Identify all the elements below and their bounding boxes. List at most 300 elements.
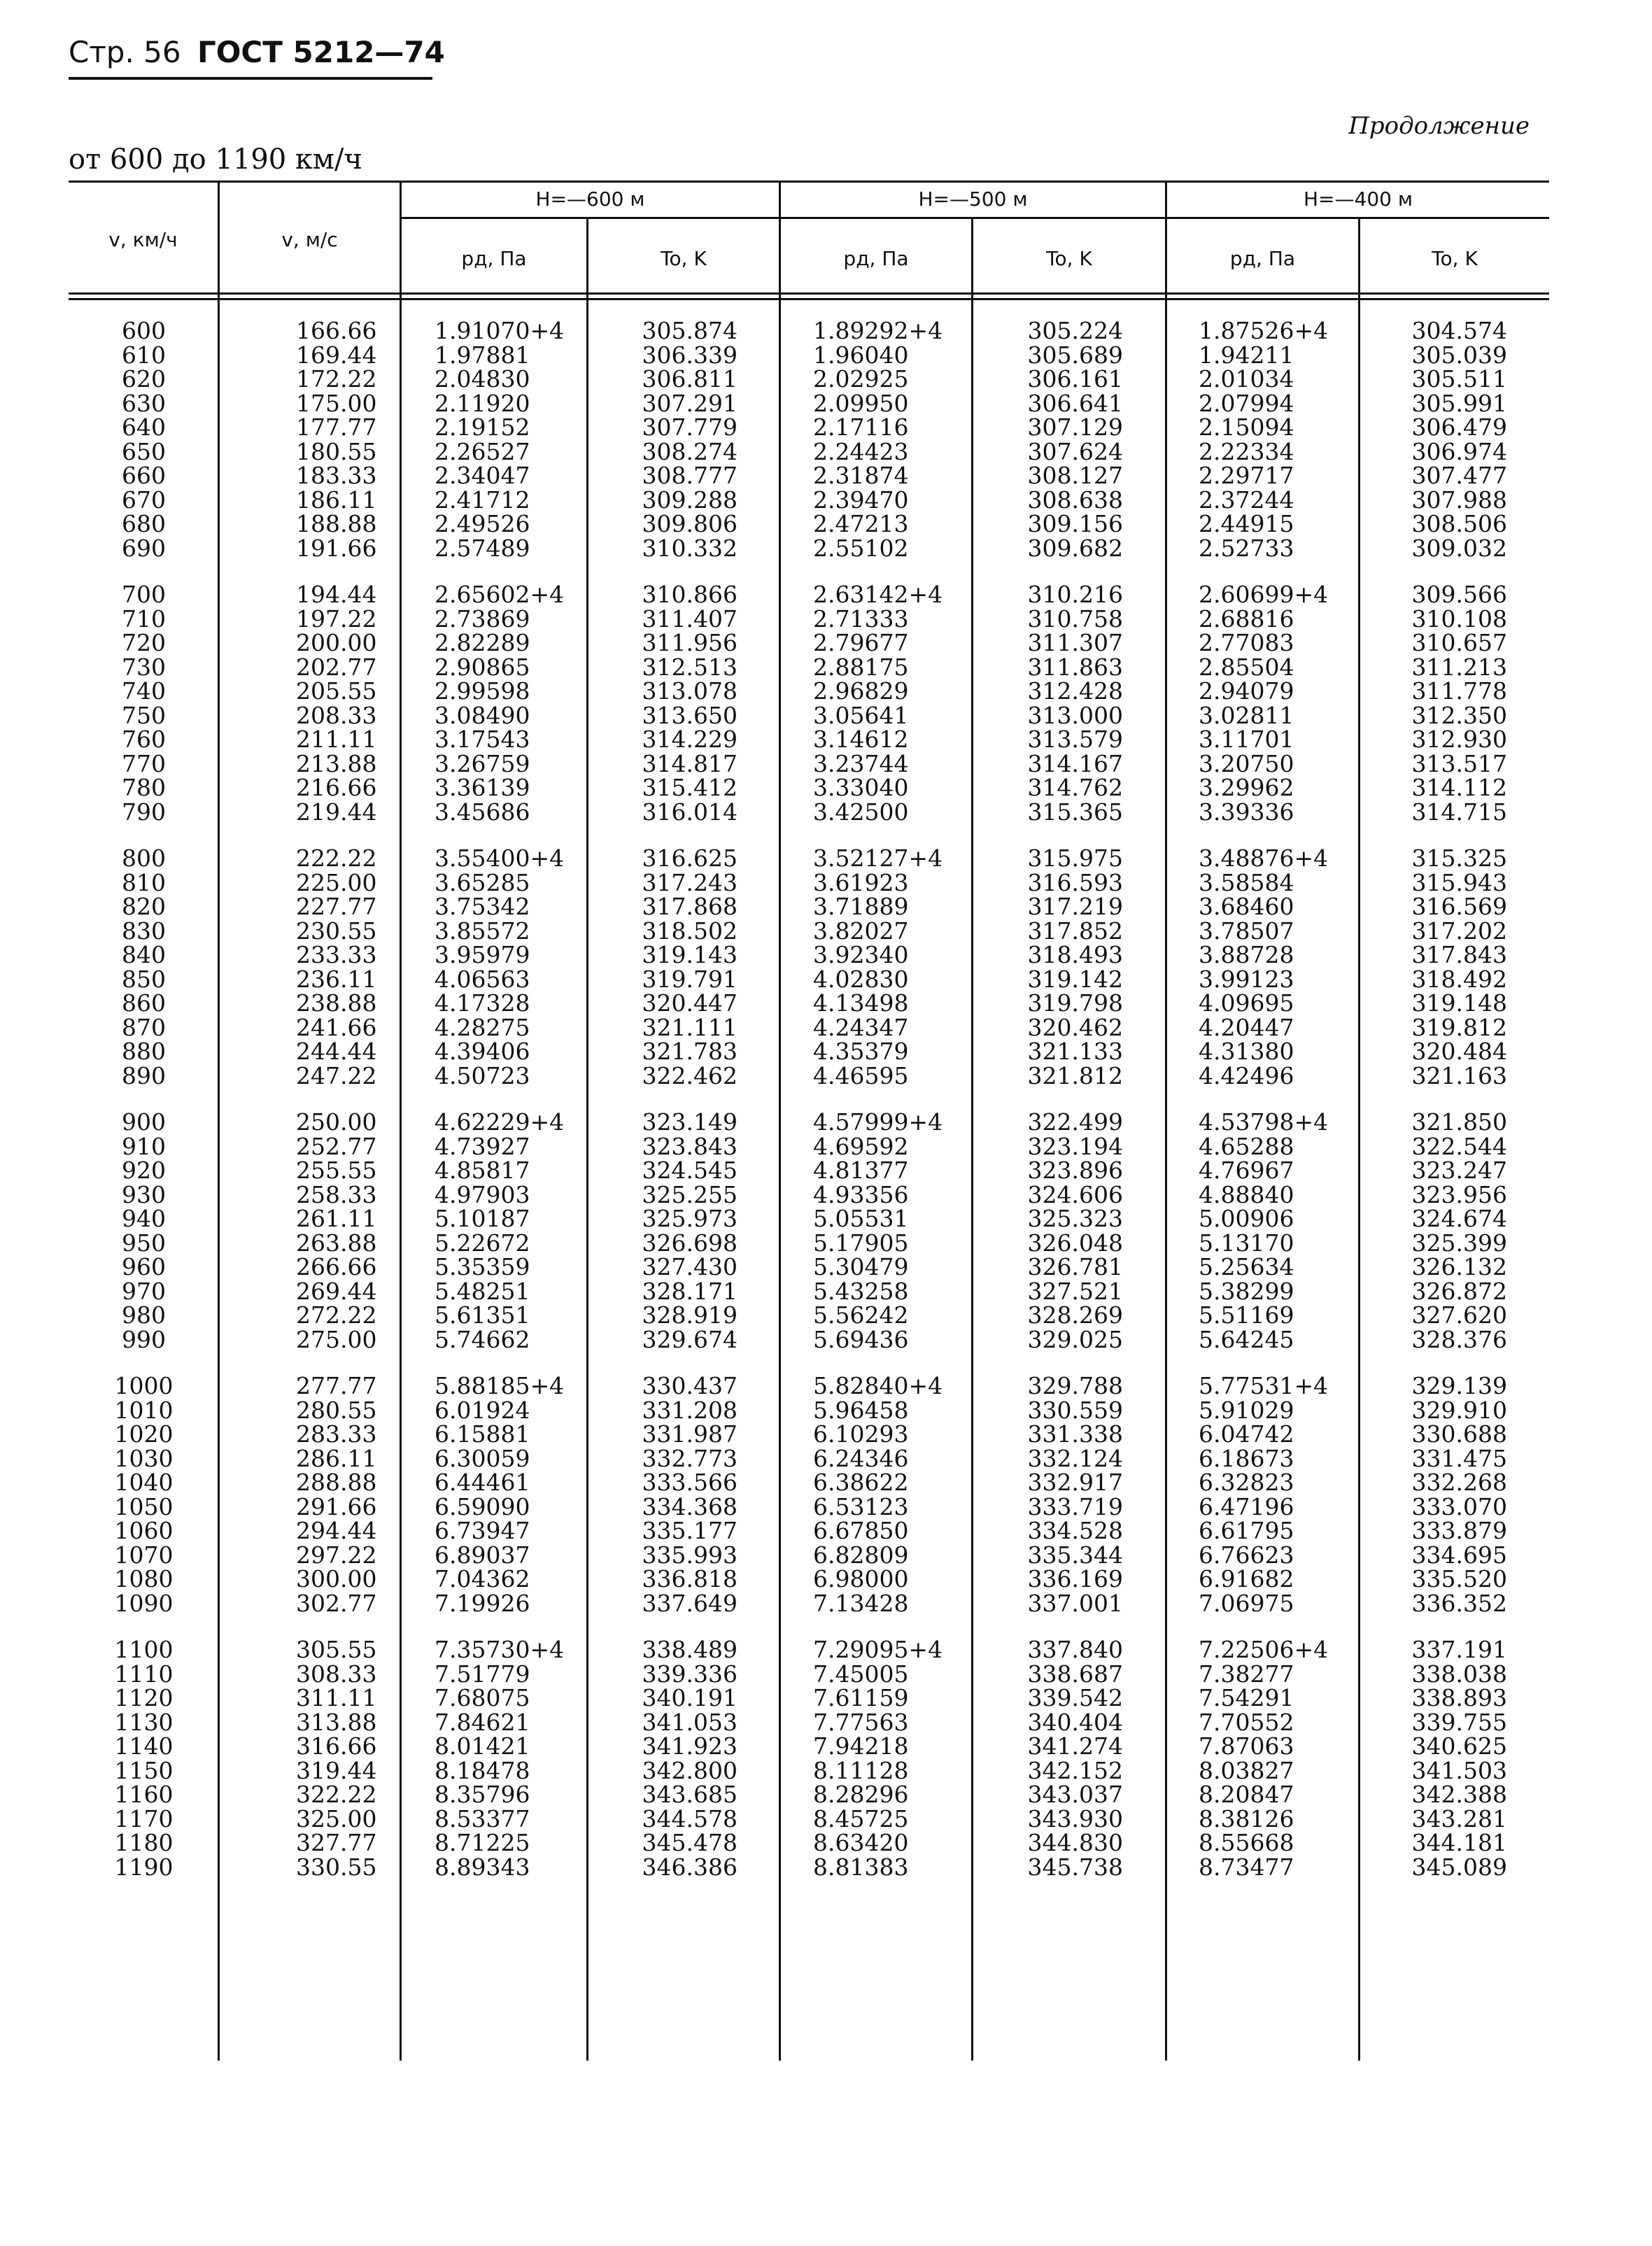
cell-p-400: 3.29962 [1199, 774, 1294, 801]
cell-v-kmh: 1120 [114, 1684, 174, 1711]
cell-p-600: 5.74662 [435, 1325, 530, 1353]
cell-t-600: 317.243 [642, 868, 737, 896]
cell-p-600: 5.88185+4 [435, 1372, 565, 1399]
cell-p-500: 2.96829 [813, 677, 909, 705]
cell-p-400: 8.73477 [1199, 1853, 1294, 1881]
cell-t-500: 343.037 [1027, 1781, 1123, 1808]
cell-v-kmh: 1100 [114, 1636, 174, 1663]
cell-p-400: 4.09695 [1199, 989, 1294, 1017]
cell-t-400: 309.032 [1411, 534, 1507, 562]
cell-p-600: 3.08490 [435, 701, 530, 729]
cell-v-ms: 172.22 [296, 365, 377, 393]
cell-t-400: 314.112 [1411, 774, 1507, 801]
cell-t-500: 329.788 [1027, 1372, 1123, 1399]
table-body [69, 319, 1549, 1902]
cell-t-600: 328.171 [642, 1277, 737, 1305]
cell-p-500: 3.52127+4 [813, 845, 943, 872]
cell-p-400: 2.22334 [1199, 437, 1294, 465]
cell-p-600: 4.85817 [435, 1157, 530, 1184]
cell-p-500: 4.93356 [813, 1180, 909, 1208]
cell-t-500: 335.344 [1027, 1541, 1123, 1569]
cell-p-500: 2.63142+4 [813, 581, 943, 608]
cell-t-600: 340.191 [642, 1684, 737, 1711]
cell-t-500: 315.975 [1027, 845, 1123, 872]
continuation-label: Продолжение [1348, 112, 1530, 140]
cell-v-ms: 233.33 [296, 941, 377, 968]
cell-t-500: 318.493 [1027, 941, 1123, 968]
cell-v-ms: 219.44 [296, 798, 377, 826]
cell-t-500: 309.156 [1027, 510, 1123, 537]
cell-v-kmh: 1030 [114, 1444, 174, 1472]
sub-header-t-600: To, K [661, 247, 707, 270]
cell-t-500: 325.323 [1027, 1205, 1123, 1232]
cell-t-400: 337.191 [1411, 1636, 1507, 1663]
row-group [69, 1374, 1549, 1616]
cell-v-ms: 191.66 [296, 534, 377, 562]
cell-p-500: 2.79677 [813, 629, 909, 656]
sub-header-t-400: To, K [1432, 247, 1478, 270]
cell-p-500: 3.42500 [813, 798, 909, 826]
cell-p-600: 2.41712 [435, 486, 530, 514]
cell-v-ms: 208.33 [296, 701, 377, 729]
cell-p-600: 3.85572 [435, 917, 530, 945]
cell-v-kmh: 710 [122, 605, 166, 633]
cell-v-ms: 227.77 [296, 893, 377, 920]
cell-v-kmh: 940 [122, 1205, 166, 1232]
cell-p-500: 3.92340 [813, 941, 909, 968]
cell-t-400: 321.163 [1411, 1061, 1507, 1089]
cell-t-400: 315.325 [1411, 845, 1507, 872]
cell-v-ms: 302.77 [296, 1589, 377, 1617]
cell-v-kmh: 630 [122, 389, 166, 417]
cell-t-400: 331.475 [1411, 1444, 1507, 1472]
cell-t-600: 325.255 [642, 1180, 737, 1208]
cell-p-400: 6.76623 [1199, 1541, 1294, 1569]
cell-v-kmh: 970 [122, 1277, 166, 1305]
cell-p-400: 2.52733 [1199, 534, 1294, 562]
cell-v-kmh: 1090 [114, 1589, 174, 1617]
cell-p-500: 3.05641 [813, 701, 909, 729]
cell-p-600: 6.01924 [435, 1396, 530, 1424]
cell-t-400: 305.511 [1411, 365, 1507, 393]
cell-v-ms: 330.55 [296, 1853, 377, 1881]
header-bottom-rule [69, 292, 1549, 295]
cell-t-600: 308.777 [642, 462, 737, 489]
cell-v-kmh: 1140 [114, 1732, 174, 1760]
cell-p-600: 2.82289 [435, 629, 530, 656]
cell-p-400: 5.51169 [1199, 1301, 1294, 1329]
cell-t-500: 310.758 [1027, 605, 1123, 633]
cell-t-500: 317.852 [1027, 917, 1123, 945]
cell-v-kmh: 730 [122, 653, 166, 681]
cell-v-ms: 283.33 [296, 1420, 377, 1448]
cell-v-kmh: 860 [122, 989, 166, 1017]
cell-t-400: 329.139 [1411, 1372, 1507, 1399]
cell-p-600: 2.99598 [435, 677, 530, 705]
cell-t-600: 310.332 [642, 534, 737, 562]
cell-v-kmh: 1170 [114, 1804, 174, 1832]
cell-v-kmh: 820 [122, 893, 166, 920]
cell-v-kmh: 900 [122, 1108, 166, 1136]
cell-p-500: 4.24347 [813, 1013, 909, 1041]
cell-p-500: 1.96040 [813, 341, 909, 369]
cell-p-400: 3.68460 [1199, 893, 1294, 920]
cell-t-400: 330.688 [1411, 1420, 1507, 1448]
cell-p-400: 6.32823 [1199, 1469, 1294, 1496]
cell-t-600: 309.288 [642, 486, 737, 514]
cell-v-kmh: 1070 [114, 1541, 174, 1569]
cell-t-500: 326.048 [1027, 1229, 1123, 1257]
cell-v-ms: 211.11 [296, 726, 377, 753]
cell-v-ms: 186.11 [296, 486, 377, 514]
cell-t-400: 306.974 [1411, 437, 1507, 465]
cell-t-500: 317.219 [1027, 893, 1123, 920]
cell-t-400: 319.812 [1411, 1013, 1507, 1041]
cell-v-kmh: 1080 [114, 1565, 174, 1592]
cell-p-500: 7.61159 [813, 1684, 909, 1711]
cell-t-400: 305.039 [1411, 341, 1507, 369]
cell-t-500: 337.001 [1027, 1589, 1123, 1617]
cell-t-400: 335.520 [1411, 1565, 1507, 1592]
cell-p-400: 1.87526+4 [1199, 317, 1329, 344]
cell-t-600: 311.956 [642, 629, 737, 656]
cell-v-kmh: 930 [122, 1180, 166, 1208]
cell-p-600: 5.61351 [435, 1301, 530, 1329]
cell-t-600: 319.143 [642, 941, 737, 968]
cell-t-600: 333.566 [642, 1469, 737, 1496]
cell-v-kmh: 890 [122, 1061, 166, 1089]
cell-t-500: 332.917 [1027, 1469, 1123, 1496]
cell-p-400: 7.70552 [1199, 1708, 1294, 1736]
cell-t-400: 321.850 [1411, 1108, 1507, 1136]
cell-t-600: 313.078 [642, 677, 737, 705]
cell-p-600: 7.04362 [435, 1565, 530, 1592]
cell-p-600: 1.91070+4 [435, 317, 565, 344]
cell-p-500: 2.02925 [813, 365, 909, 393]
cell-t-500: 341.274 [1027, 1732, 1123, 1760]
cell-t-500: 312.428 [1027, 677, 1123, 705]
cell-t-400: 312.350 [1411, 701, 1507, 729]
cell-p-400: 2.44915 [1199, 510, 1294, 537]
cell-t-500: 319.142 [1027, 965, 1123, 993]
cell-p-600: 8.89343 [435, 1853, 530, 1881]
cell-v-kmh: 950 [122, 1229, 166, 1257]
cell-t-500: 339.542 [1027, 1684, 1123, 1711]
cell-p-600: 3.26759 [435, 749, 530, 777]
sub-header-t-500: To, K [1046, 247, 1092, 270]
cell-p-500: 6.67850 [813, 1517, 909, 1544]
cell-v-kmh: 600 [122, 317, 166, 344]
cell-t-600: 322.462 [642, 1061, 737, 1089]
cell-t-400: 322.544 [1411, 1132, 1507, 1160]
cell-t-500: 340.404 [1027, 1708, 1123, 1736]
cell-p-400: 3.02811 [1199, 701, 1294, 729]
cell-t-400: 334.695 [1411, 1541, 1507, 1569]
cell-p-600: 3.95979 [435, 941, 530, 968]
cell-p-400: 4.20447 [1199, 1013, 1294, 1041]
cell-v-ms: 288.88 [296, 1469, 377, 1496]
cell-p-400: 5.38299 [1199, 1277, 1294, 1305]
cell-t-600: 309.806 [642, 510, 737, 537]
cell-p-600: 4.28275 [435, 1013, 530, 1041]
cell-v-ms: 216.66 [296, 774, 377, 801]
cell-v-kmh: 870 [122, 1013, 166, 1041]
cell-t-500: 313.579 [1027, 726, 1123, 753]
cell-t-400: 307.477 [1411, 462, 1507, 489]
cell-p-400: 4.42496 [1199, 1061, 1294, 1089]
cell-t-400: 309.566 [1411, 581, 1507, 608]
cell-t-600: 323.149 [642, 1108, 737, 1136]
cell-v-ms: 313.88 [296, 1708, 377, 1736]
cell-t-500: 323.194 [1027, 1132, 1123, 1160]
cell-t-600: 314.817 [642, 749, 737, 777]
cell-t-500: 306.641 [1027, 389, 1123, 417]
cell-t-400: 316.569 [1411, 893, 1507, 920]
cell-t-400: 332.268 [1411, 1469, 1507, 1496]
cell-v-kmh: 880 [122, 1038, 166, 1065]
cell-p-400: 5.77531+4 [1199, 1372, 1329, 1399]
cell-t-400: 310.108 [1411, 605, 1507, 633]
cell-p-600: 4.50723 [435, 1061, 530, 1089]
sub-header-p-400: pд, Па [1229, 247, 1296, 270]
cell-t-600: 307.779 [642, 414, 737, 441]
cell-t-400: 324.674 [1411, 1205, 1507, 1232]
cell-v-kmh: 640 [122, 414, 166, 441]
cell-v-kmh: 650 [122, 437, 166, 465]
cell-t-600: 326.698 [642, 1229, 737, 1257]
cell-t-600: 332.773 [642, 1444, 737, 1472]
cell-p-500: 8.81383 [813, 1853, 909, 1881]
cell-p-400: 2.77083 [1199, 629, 1294, 656]
cell-v-ms: 294.44 [296, 1517, 377, 1544]
cell-t-400: 313.517 [1411, 749, 1507, 777]
cell-t-600: 321.783 [642, 1038, 737, 1065]
cell-p-600: 7.84621 [435, 1708, 530, 1736]
cell-p-500: 2.24423 [813, 437, 909, 465]
cell-t-600: 308.274 [642, 437, 737, 465]
cell-p-600: 1.97881 [435, 341, 530, 369]
cell-p-400: 5.64245 [1199, 1325, 1294, 1353]
cell-t-600: 321.111 [642, 1013, 737, 1041]
cell-v-ms: 205.55 [296, 677, 377, 705]
cell-p-500: 3.71889 [813, 893, 909, 920]
cell-p-400: 6.04742 [1199, 1420, 1294, 1448]
cell-v-kmh: 800 [122, 845, 166, 872]
cell-v-kmh: 610 [122, 341, 166, 369]
cell-p-500: 5.43258 [813, 1277, 909, 1305]
cell-p-500: 7.77563 [813, 1708, 909, 1736]
cell-p-500: 8.28296 [813, 1781, 909, 1808]
cell-v-ms: 311.11 [296, 1684, 377, 1711]
cell-v-kmh: 830 [122, 917, 166, 945]
cell-t-500: 321.133 [1027, 1038, 1123, 1065]
cell-p-500: 5.69436 [813, 1325, 909, 1353]
cell-p-500: 7.45005 [813, 1660, 909, 1688]
cell-p-400: 8.20847 [1199, 1781, 1294, 1808]
cell-v-ms: 261.11 [296, 1205, 377, 1232]
cell-p-400: 1.94211 [1199, 341, 1294, 369]
cell-p-600: 4.17328 [435, 989, 530, 1017]
cell-v-ms: 188.88 [296, 510, 377, 537]
cell-p-400: 7.06975 [1199, 1589, 1294, 1617]
cell-t-400: 323.247 [1411, 1157, 1507, 1184]
cell-t-500: 334.528 [1027, 1517, 1123, 1544]
cell-p-500: 1.89292+4 [813, 317, 943, 344]
cell-p-400: 2.15094 [1199, 414, 1294, 441]
cell-p-500: 6.24346 [813, 1444, 909, 1472]
cell-t-600: 316.014 [642, 798, 737, 826]
cell-t-500: 327.521 [1027, 1277, 1123, 1305]
cell-p-500: 4.69592 [813, 1132, 909, 1160]
cell-v-ms: 263.88 [296, 1229, 377, 1257]
cell-p-600: 4.06563 [435, 965, 530, 993]
cell-v-ms: 316.66 [296, 1732, 377, 1760]
cell-v-kmh: 910 [122, 1132, 166, 1160]
cell-p-600: 8.53377 [435, 1804, 530, 1832]
cell-t-600: 342.800 [642, 1756, 737, 1784]
cell-t-500: 324.606 [1027, 1180, 1123, 1208]
cell-t-500: 309.682 [1027, 534, 1123, 562]
cell-p-600: 6.59090 [435, 1492, 530, 1520]
cell-v-ms: 266.66 [296, 1253, 377, 1280]
cell-t-500: 336.169 [1027, 1565, 1123, 1592]
cell-t-500: 330.559 [1027, 1396, 1123, 1424]
cell-v-ms: 238.88 [296, 989, 377, 1017]
cell-p-500: 3.33040 [813, 774, 909, 801]
cell-t-400: 326.132 [1411, 1253, 1507, 1280]
cell-t-600: 335.993 [642, 1541, 737, 1569]
cell-t-400: 329.910 [1411, 1396, 1507, 1424]
cell-p-500: 3.23744 [813, 749, 909, 777]
cell-v-ms: 200.00 [296, 629, 377, 656]
cell-p-400: 2.07994 [1199, 389, 1294, 417]
cell-t-500: 344.830 [1027, 1829, 1123, 1856]
row-group [69, 847, 1549, 1088]
cell-v-ms: 252.77 [296, 1132, 377, 1160]
cell-t-400: 339.755 [1411, 1708, 1507, 1736]
cell-v-kmh: 1150 [114, 1756, 174, 1784]
cell-p-400: 4.53798+4 [1199, 1108, 1329, 1136]
cell-t-600: 341.923 [642, 1732, 737, 1760]
cell-p-400: 7.87063 [1199, 1732, 1294, 1760]
cell-v-ms: 244.44 [296, 1038, 377, 1065]
cell-p-400: 3.78507 [1199, 917, 1294, 945]
cell-p-600: 6.44461 [435, 1469, 530, 1496]
cell-v-ms: 327.77 [296, 1829, 377, 1856]
cell-v-kmh: 670 [122, 486, 166, 514]
cell-v-ms: 272.22 [296, 1301, 377, 1329]
cell-p-500: 6.98000 [813, 1565, 909, 1592]
cell-p-400: 2.37244 [1199, 486, 1294, 514]
cell-t-400: 304.574 [1411, 317, 1507, 344]
cell-p-600: 6.30059 [435, 1444, 530, 1472]
cell-t-400: 318.492 [1411, 965, 1507, 993]
cell-p-600: 5.35359 [435, 1253, 530, 1280]
cell-t-500: 319.798 [1027, 989, 1123, 1017]
cell-t-400: 308.506 [1411, 510, 1507, 537]
cell-t-600: 317.868 [642, 893, 737, 920]
row-group [69, 1638, 1549, 1879]
cell-p-400: 3.39336 [1199, 798, 1294, 826]
standard-number: ГОСТ 5212—74 [197, 35, 445, 69]
cell-p-500: 5.17905 [813, 1229, 909, 1257]
table-top-rule [69, 181, 1549, 183]
height-header-400: H=—400 м [1304, 188, 1413, 211]
cell-p-600: 2.57489 [435, 534, 530, 562]
cell-t-500: 320.462 [1027, 1013, 1123, 1041]
cell-t-500: 326.781 [1027, 1253, 1123, 1280]
cell-t-600: 327.430 [642, 1253, 737, 1280]
cell-t-600: 306.339 [642, 341, 737, 369]
cell-t-500: 331.338 [1027, 1420, 1123, 1448]
height-header-600: H=—600 м [535, 188, 645, 211]
cell-p-400: 5.91029 [1199, 1396, 1294, 1424]
cell-p-500: 3.82027 [813, 917, 909, 945]
cell-p-600: 8.71225 [435, 1829, 530, 1856]
cell-p-600: 7.19926 [435, 1589, 530, 1617]
cell-t-600: 319.791 [642, 965, 737, 993]
cell-p-500: 2.17116 [813, 414, 909, 441]
cell-v-kmh: 680 [122, 510, 166, 537]
cell-v-kmh: 790 [122, 798, 166, 826]
cell-v-ms: 197.22 [296, 605, 377, 633]
cell-t-500: 314.762 [1027, 774, 1123, 801]
cell-t-500: 342.152 [1027, 1756, 1123, 1784]
cell-v-ms: 280.55 [296, 1396, 377, 1424]
cell-t-400: 306.479 [1411, 414, 1507, 441]
cell-t-600: 311.407 [642, 605, 737, 633]
cell-v-ms: 250.00 [296, 1108, 377, 1136]
cell-p-600: 2.73869 [435, 605, 530, 633]
col-header-v-kmh: v, км/ч [108, 228, 178, 251]
cell-p-600: 2.90865 [435, 653, 530, 681]
cell-t-600: 341.053 [642, 1708, 737, 1736]
cell-t-400: 305.991 [1411, 389, 1507, 417]
cell-v-ms: 305.55 [296, 1636, 377, 1663]
cell-p-600: 6.15881 [435, 1420, 530, 1448]
cell-t-400: 333.070 [1411, 1492, 1507, 1520]
cell-p-600: 4.39406 [435, 1038, 530, 1065]
cell-p-600: 3.17543 [435, 726, 530, 753]
cell-v-ms: 175.00 [296, 389, 377, 417]
cell-t-400: 326.872 [1411, 1277, 1507, 1305]
cell-p-600: 2.34047 [435, 462, 530, 489]
page-header [69, 35, 445, 69]
cell-t-400: 320.484 [1411, 1038, 1507, 1065]
cell-t-500: 307.624 [1027, 437, 1123, 465]
cell-p-500: 8.45725 [813, 1804, 909, 1832]
header-bottom-rule-2 [69, 298, 1549, 300]
cell-v-ms: 180.55 [296, 437, 377, 465]
cell-p-400: 6.91682 [1199, 1565, 1294, 1592]
cell-p-500: 5.56242 [813, 1301, 909, 1329]
cell-p-600: 2.26527 [435, 437, 530, 465]
cell-t-500: 332.124 [1027, 1444, 1123, 1472]
cell-v-ms: 166.66 [296, 317, 377, 344]
cell-t-600: 328.919 [642, 1301, 737, 1329]
cell-p-400: 3.58584 [1199, 868, 1294, 896]
cell-t-400: 314.715 [1411, 798, 1507, 826]
cell-v-ms: 183.33 [296, 462, 377, 489]
cell-t-600: 305.874 [642, 317, 737, 344]
cell-v-ms: 297.22 [296, 1541, 377, 1569]
cell-v-kmh: 750 [122, 701, 166, 729]
cell-p-400: 4.31380 [1199, 1038, 1294, 1065]
cell-p-600: 2.49526 [435, 510, 530, 537]
cell-p-400: 6.61795 [1199, 1517, 1294, 1544]
cell-t-500: 311.307 [1027, 629, 1123, 656]
cell-p-600: 7.68075 [435, 1684, 530, 1711]
